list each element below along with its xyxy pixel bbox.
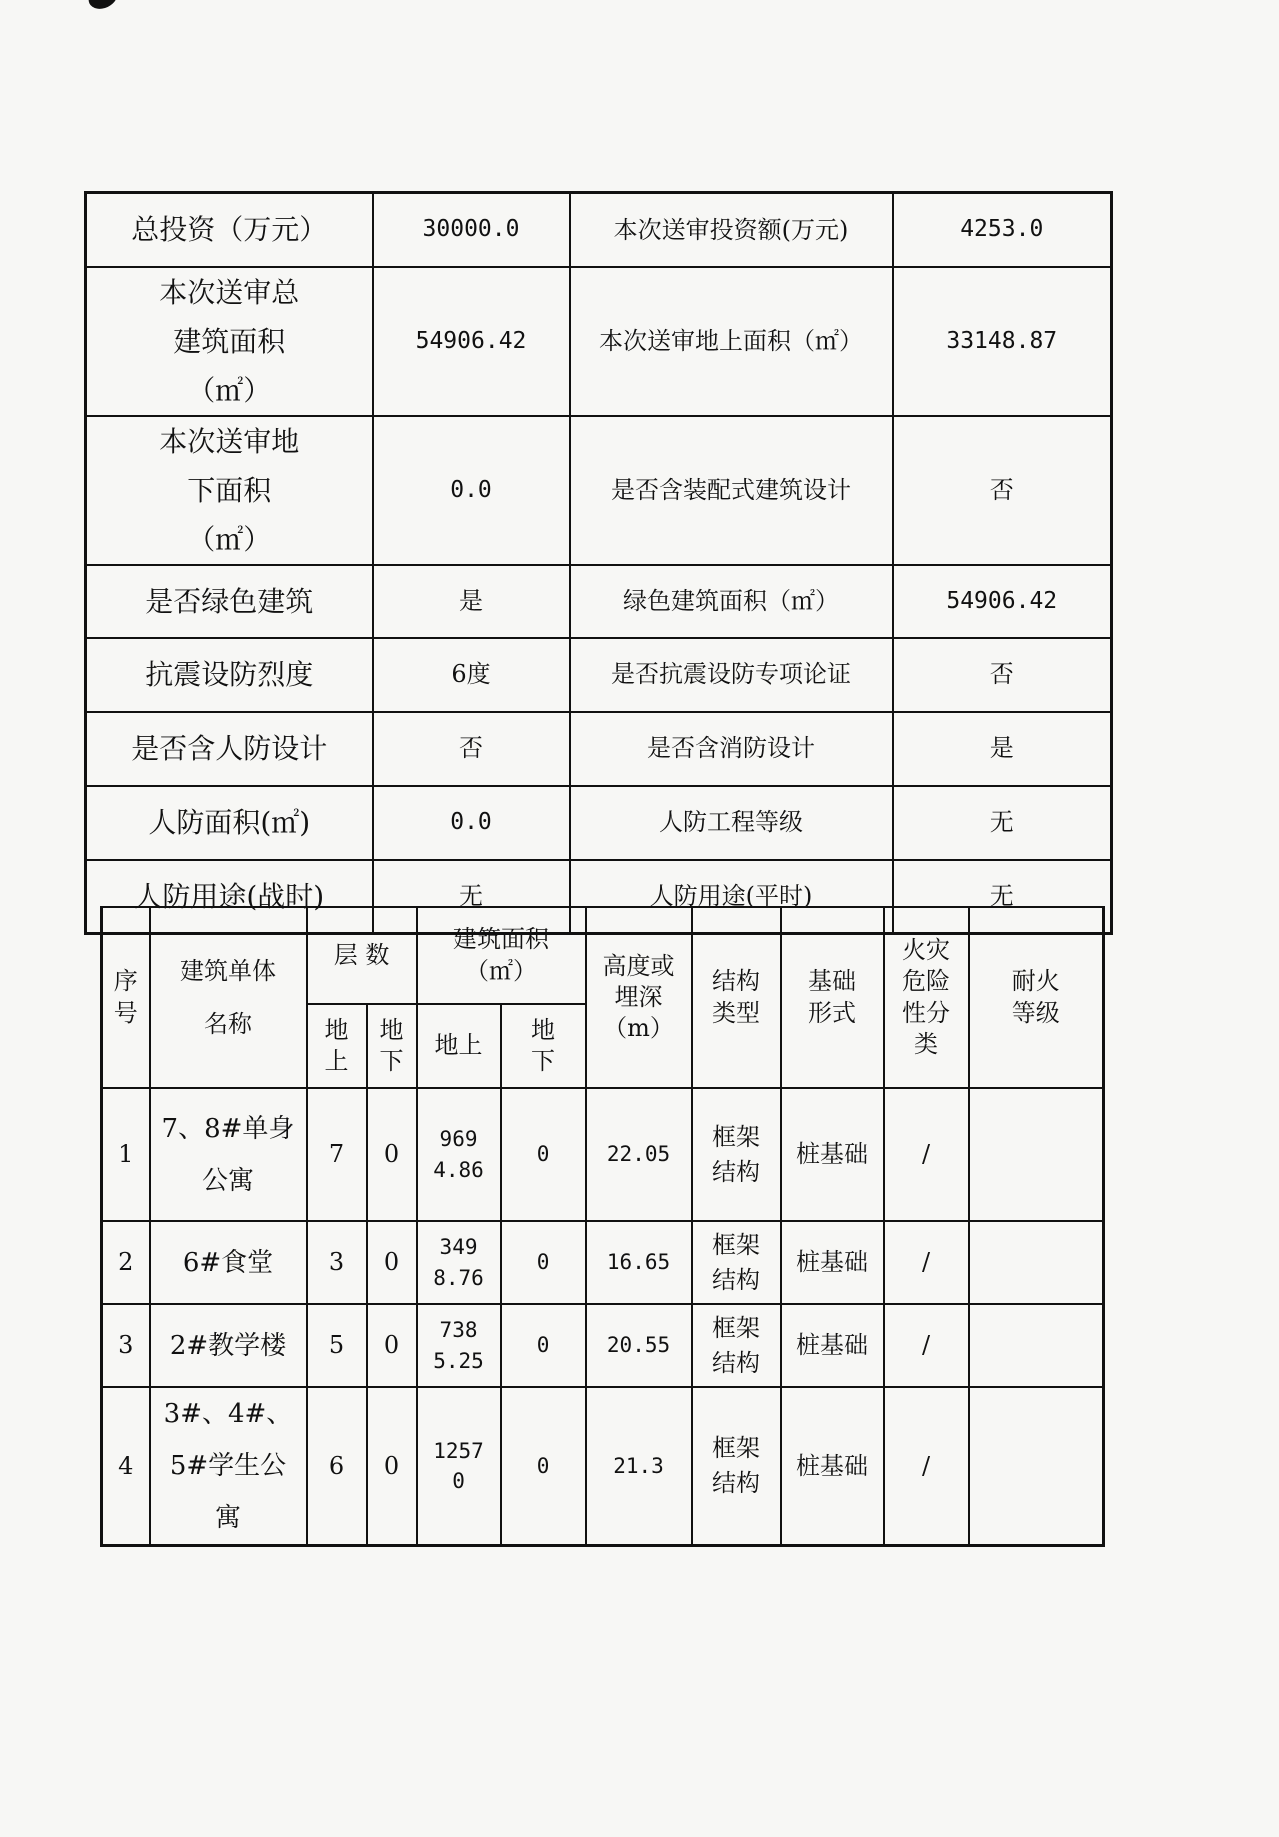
cell-fire-rating: [969, 1088, 1104, 1221]
cell-name: 7、8#单身公寓: [150, 1088, 307, 1221]
cell-floors-above: 6: [307, 1387, 367, 1546]
summary-label: 本次送审地下面积（㎡）: [86, 416, 373, 565]
summary-label: 是否抗震设防专项论证: [570, 638, 893, 712]
summary-label: 人防面积(㎡): [86, 786, 373, 860]
cell-floors-above: 3: [307, 1221, 367, 1304]
cell-structure: 框架结构: [692, 1088, 781, 1221]
cell-area-above: 12570: [417, 1387, 501, 1546]
cell-fire-class: /: [884, 1387, 969, 1546]
summary-value: 否: [373, 712, 570, 786]
summary-label: 是否含消防设计: [570, 712, 893, 786]
cell-fire-class: /: [884, 1088, 969, 1221]
cell-area-below: 0: [501, 1088, 586, 1221]
cell-structure: 框架结构: [692, 1221, 781, 1304]
summary-value: 30000.0: [373, 193, 570, 267]
cell-floors-below: 0: [367, 1387, 417, 1546]
cell-fire-rating: [969, 1304, 1104, 1387]
summary-row: [86, 416, 1112, 565]
table-row: [102, 1088, 1104, 1221]
cell-name: 2#教学楼: [150, 1304, 307, 1387]
header-area: 建筑面积（㎡）: [417, 907, 586, 1004]
header-height: 高度或埋深（m）: [586, 907, 692, 1088]
header-floors-below: 地下: [367, 1004, 417, 1088]
cell-structure: 框架结构: [692, 1304, 781, 1387]
cell-floors-above: 7: [307, 1088, 367, 1221]
summary-value: 54906.42: [893, 565, 1112, 638]
summary-label: 是否绿色建筑: [86, 565, 373, 638]
summary-label: 是否含人防设计: [86, 712, 373, 786]
summary-value: 无: [893, 860, 1112, 934]
summary-row: [86, 638, 1112, 712]
header-foundation: 基础形式: [781, 907, 884, 1088]
cell-height: 20.55: [586, 1304, 692, 1387]
page-corner-mark: [85, 0, 121, 13]
summary-value: 是: [373, 565, 570, 638]
cell-name: 3#、4#、5#学生公寓: [150, 1387, 307, 1546]
cell-foundation: 桩基础: [781, 1387, 884, 1546]
cell-area-below: 0: [501, 1221, 586, 1304]
summary-row: [86, 267, 1112, 416]
summary-label: 是否含装配式建筑设计: [570, 416, 893, 565]
summary-value: 33148.87: [893, 267, 1112, 416]
summary-row: [86, 565, 1112, 638]
cell-height: 21.3: [586, 1387, 692, 1546]
cell-foundation: 桩基础: [781, 1304, 884, 1387]
summary-label: 人防工程等级: [570, 786, 893, 860]
summary-row: [86, 786, 1112, 860]
cell-fire-rating: [969, 1221, 1104, 1304]
summary-label: 本次送审地上面积（㎡）: [570, 267, 893, 416]
table-row: [102, 1304, 1104, 1387]
summary-label: 总投资（万元）: [86, 193, 373, 267]
summary-value: 6度: [373, 638, 570, 712]
summary-label: 绿色建筑面积（㎡）: [570, 565, 893, 638]
cell-floors-above: 5: [307, 1304, 367, 1387]
cell-seq: 4: [102, 1387, 150, 1546]
cell-area-below: 0: [501, 1387, 586, 1546]
summary-value: 0.0: [373, 416, 570, 565]
header-area-above: 地上: [417, 1004, 501, 1088]
header-row: [102, 907, 1104, 1004]
header-floors: 层 数: [307, 907, 417, 1004]
summary-value: 无: [373, 860, 570, 934]
cell-seq: 3: [102, 1304, 150, 1387]
summary-label: 抗震设防烈度: [86, 638, 373, 712]
summary-row: [86, 712, 1112, 786]
summary-value: 4253.0: [893, 193, 1112, 267]
cell-foundation: 桩基础: [781, 1088, 884, 1221]
header-seq: 序号: [102, 907, 150, 1088]
cell-fire-class: /: [884, 1304, 969, 1387]
cell-area-below: 0: [501, 1304, 586, 1387]
table-row: [102, 1221, 1104, 1304]
building-units-table: [100, 906, 1105, 1547]
cell-area-above: 7385.25: [417, 1304, 501, 1387]
cell-name: 6#食堂: [150, 1221, 307, 1304]
cell-fire-rating: [969, 1387, 1104, 1546]
table-row: [102, 1387, 1104, 1546]
header-floors-above: 地上: [307, 1004, 367, 1088]
cell-area-above: 9694.86: [417, 1088, 501, 1221]
summary-value: 54906.42: [373, 267, 570, 416]
summary-label: 人防用途(平时): [570, 860, 893, 934]
cell-seq: 2: [102, 1221, 150, 1304]
cell-height: 22.05: [586, 1088, 692, 1221]
cell-area-above: 3498.76: [417, 1221, 501, 1304]
cell-foundation: 桩基础: [781, 1221, 884, 1304]
cell-floors-below: 0: [367, 1221, 417, 1304]
header-fire-class: 火灾危险性分类: [884, 907, 969, 1088]
cell-height: 16.65: [586, 1221, 692, 1304]
summary-label: 本次送审投资额(万元): [570, 193, 893, 267]
summary-label: 人防用途(战时): [86, 860, 373, 934]
summary-row: [86, 193, 1112, 267]
header-area-below: 地下: [501, 1004, 586, 1088]
cell-structure: 框架结构: [692, 1387, 781, 1546]
cell-fire-class: /: [884, 1221, 969, 1304]
cell-floors-below: 0: [367, 1088, 417, 1221]
summary-value: 否: [893, 638, 1112, 712]
header-name: 建筑单体名称: [150, 907, 307, 1088]
project-summary-table: [84, 191, 1113, 935]
summary-value: 0.0: [373, 786, 570, 860]
summary-value: 是: [893, 712, 1112, 786]
summary-value: 否: [893, 416, 1112, 565]
header-structure: 结构类型: [692, 907, 781, 1088]
cell-floors-below: 0: [367, 1304, 417, 1387]
summary-value: 无: [893, 786, 1112, 860]
header-fire-rating: 耐火等级: [969, 907, 1104, 1088]
summary-label: 本次送审总建筑面积（㎡）: [86, 267, 373, 416]
cell-seq: 1: [102, 1088, 150, 1221]
